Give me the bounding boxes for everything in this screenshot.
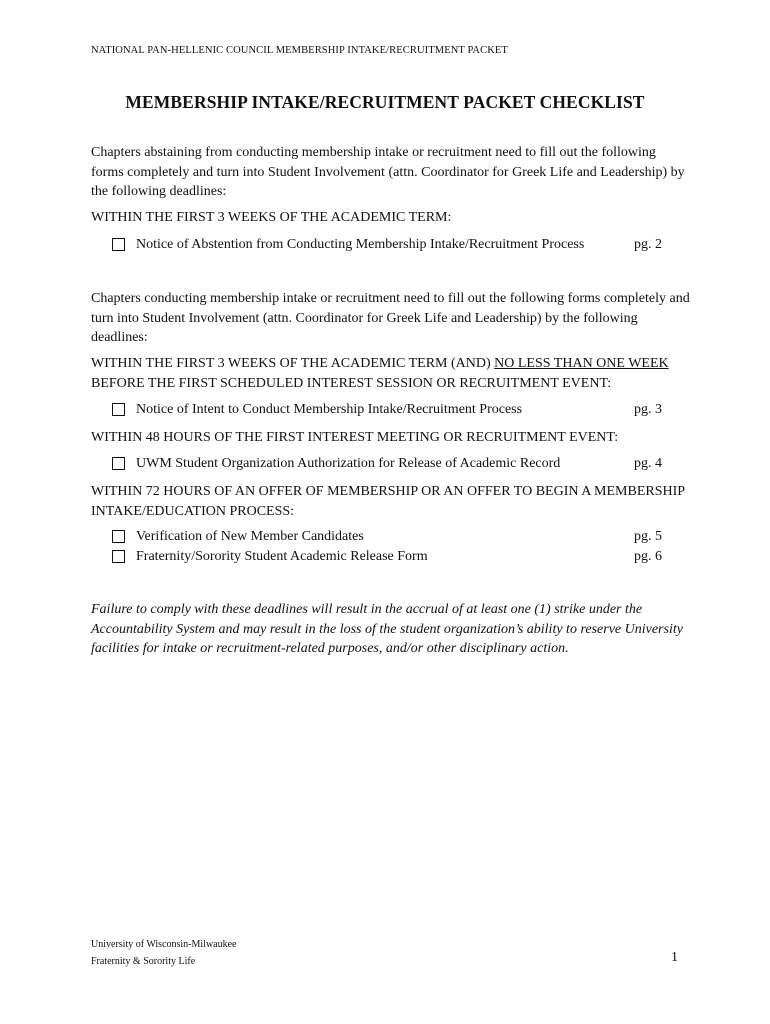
running-header: NATIONAL PAN-HELLENIC COUNCIL MEMBERSHIP INTAKE/RECRUITMENT PACKET (91, 45, 508, 56)
checklist-item-label: Verification of New Member Candidates (136, 529, 364, 544)
checkbox[interactable] (112, 238, 125, 251)
checklist-item-label: UWM Student Organization Authorization for Release of Academic Record (136, 456, 561, 471)
compliance-warning: Failure to comply with these deadlines will result in the accrual of at least one (1) strike under the Accountability System and may result in the loss of the student organization’s ability to reserve University facilities for intake or recruitment-related purposes, and/or other disciplinary action. (91, 602, 683, 656)
checklist-item-verification[interactable] (112, 527, 664, 546)
abstaining-deadline: WITHIN THE FIRST 3 WEEKS OF THE ACADEMIC TERM: (91, 210, 452, 225)
footer (91, 936, 237, 970)
checkbox[interactable] (112, 550, 125, 563)
conducting-deadline-2: WITHIN 48 HOURS OF THE FIRST INTEREST MEETING OR RECRUITMENT EVENT: (91, 430, 619, 445)
checklist-item-page: pg. 5 (634, 529, 662, 544)
checklist-item-page: pg. 6 (634, 549, 662, 564)
checklist-item-release-form[interactable] (112, 547, 664, 566)
checklist-item-page: pg. 4 (634, 456, 662, 471)
conducting-deadline-1 (91, 354, 691, 393)
checkbox[interactable] (112, 403, 125, 416)
abstaining-intro: Chapters abstaining from conducting membership intake or recruitment need to fill out the following forms completely and turn into Student Involvement (attn. Coordinator for Greek Life and Leadership) by the following deadlines: (91, 145, 685, 199)
checklist-item-page: pg. 2 (634, 237, 662, 252)
checklist-item-label: Notice of Abstention from Conducting Membership Intake/Recruitment Process (136, 237, 585, 252)
deadline-1-underlined: NO LESS THAN ONE WEEK (494, 356, 669, 371)
checkbox[interactable] (112, 530, 125, 543)
conducting-deadline-3: WITHIN 72 HOURS OF AN OFFER OF MEMBERSHIP OR AN OFFER TO BEGIN A MEMBERSHIP INTAKE/EDUCATION PROCESS: (91, 484, 685, 519)
footer-department: Fraternity & Sorority Life (91, 956, 196, 967)
checklist-item-page: pg. 3 (634, 402, 662, 417)
page-number: 1 (671, 950, 678, 965)
checklist-item-abstention[interactable] (112, 235, 664, 254)
checklist-item-label: Notice of Intent to Conduct Membership Intake/Recruitment Process (136, 402, 523, 417)
page-title: MEMBERSHIP INTAKE/RECRUITMENT PACKET CHECKLIST (125, 92, 645, 112)
conducting-intro: Chapters conducting membership intake or recruitment need to fill out the following forms completely and turn into Student Involvement (attn. Coordinator for Greek Life and Leadership) by the following deadlines: (91, 291, 690, 345)
checklist-item-label: Fraternity/Sorority Student Academic Release Form (136, 549, 428, 564)
footer-university: University of Wisconsin-Milwaukee (91, 939, 237, 950)
deadline-1-text-b: BEFORE THE FIRST SCHEDULED INTEREST SESSION OR RECRUITMENT EVENT: (91, 375, 612, 391)
checklist-item-academic-record[interactable] (112, 454, 664, 473)
checkbox[interactable] (112, 457, 125, 470)
deadline-1-text-a: WITHIN THE FIRST 3 WEEKS OF THE ACADEMIC TERM (AND) (91, 356, 495, 371)
checklist-item-intent[interactable] (112, 400, 664, 419)
